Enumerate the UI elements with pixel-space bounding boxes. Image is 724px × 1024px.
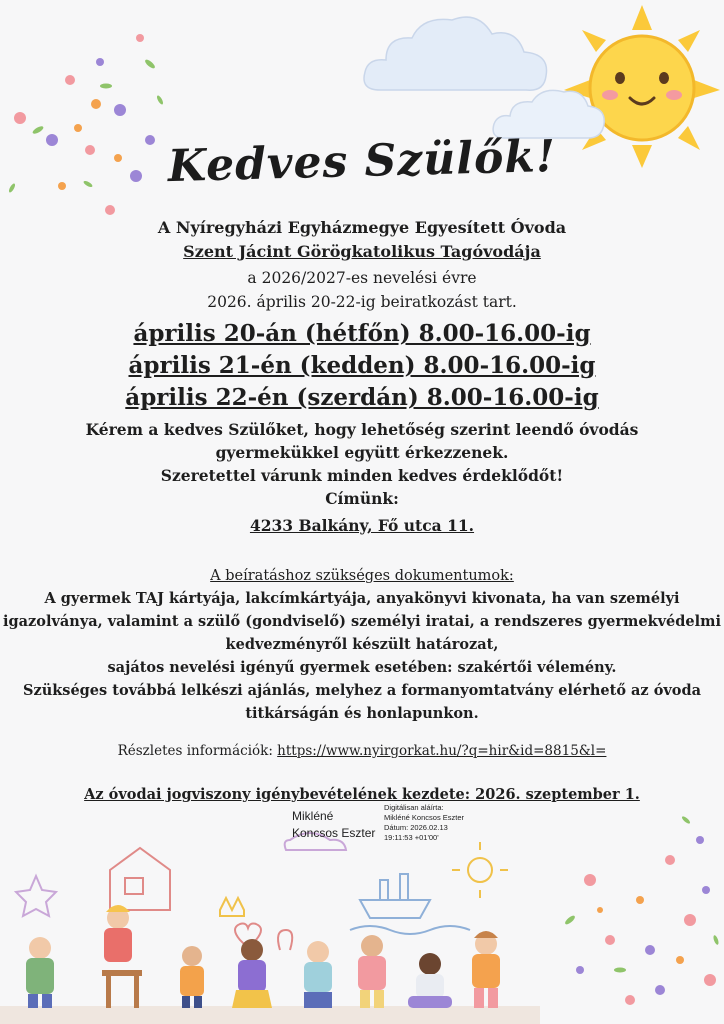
signature-name-line-1: Mikléné: [292, 809, 334, 823]
request-line-3: Szeretettel várunk minden kedves érdeklődőt!: [160, 466, 564, 485]
signature-name-line-2: Koncsos Eszter: [292, 826, 376, 840]
children-drawing-illustration: [0, 830, 540, 1024]
documents-heading: A beíratáshoz szükséges dokumentumok:: [210, 568, 514, 584]
address-label: Címünk:: [325, 489, 399, 508]
dates-block: [0, 318, 724, 414]
intro-block: [0, 216, 724, 264]
start-date: Az óvodai jogviszony igénybevételének kezdete: 2026. szeptember 1.: [84, 786, 640, 803]
documents-line-2: igazolványa, valamint a szülő (gondviselő) személyi iratai, a rendszeres gyermekvédelmi: [3, 613, 721, 630]
request-line-2: gyermekükkel együtt érkezzenek.: [215, 443, 509, 462]
documents-line-5: Szükséges továbbá lelkészi ajánlás, melyhez a formanyomtatvány elérhető az óvoda: [22, 682, 702, 699]
documents-line-6: titkárságán és honlapunkon.: [245, 705, 479, 722]
date-line-2: április 21-én (kedden) 8.00-16.00-ig: [128, 352, 596, 379]
documents-line-1: A gyermek TAJ kártyája, lakcímkártyája, anyakönyvi kivonata, ha van személyi: [44, 590, 680, 607]
intro-block-2: [0, 266, 724, 314]
info-line: [0, 740, 724, 762]
intro-line-3: a 2026/2027-es nevelési évre: [247, 269, 477, 287]
digital-signature-line-3: Dátum: 2026.02.13: [384, 823, 448, 832]
digital-signature-line-1: Digitálisan aláírta:: [384, 803, 444, 812]
digital-signature-line-2: Mikléné Koncsos Eszter: [384, 813, 465, 822]
page-title: Kedves Szülők!: [167, 130, 557, 193]
intro-line-1: A Nyíregyházi Egyházmegye Egyesített Óvoda: [157, 218, 567, 237]
request-block: [0, 418, 724, 537]
date-line-1: április 20-án (hétfőn) 8.00-16.00-ig: [133, 320, 591, 347]
address: 4233 Balkány, Fő utca 11.: [249, 516, 475, 535]
documents-line-3: kedvezményről készült határozat,: [225, 636, 499, 653]
intro-line-2: Szent Jácint Görögkatolikus Tagóvodája: [183, 242, 541, 261]
digital-signature: [384, 803, 464, 843]
signature-name: [292, 808, 375, 842]
request-line-1: Kérem a kedves Szülőket, hogy lehetőség szerint leendő óvodás: [85, 420, 639, 439]
date-line-3: április 22-én (szerdán) 8.00-16.00-ig: [125, 384, 599, 411]
info-label: Részletes információk:: [117, 743, 273, 759]
intro-line-4: 2026. április 20-22-ig beiratkozást tart.: [207, 293, 517, 311]
documents-block: [0, 565, 724, 725]
digital-signature-line-4: 19:11:53 +01'00': [384, 833, 439, 842]
info-link[interactable]: https://www.nyirgorkat.hu/?q=hir&id=8815&l=: [277, 743, 607, 759]
flowers-bottom-right-illustration: [540, 800, 724, 1024]
documents-line-4: sajátos nevelési igényű gyermek esetében: szakértői vélemény.: [107, 659, 617, 676]
